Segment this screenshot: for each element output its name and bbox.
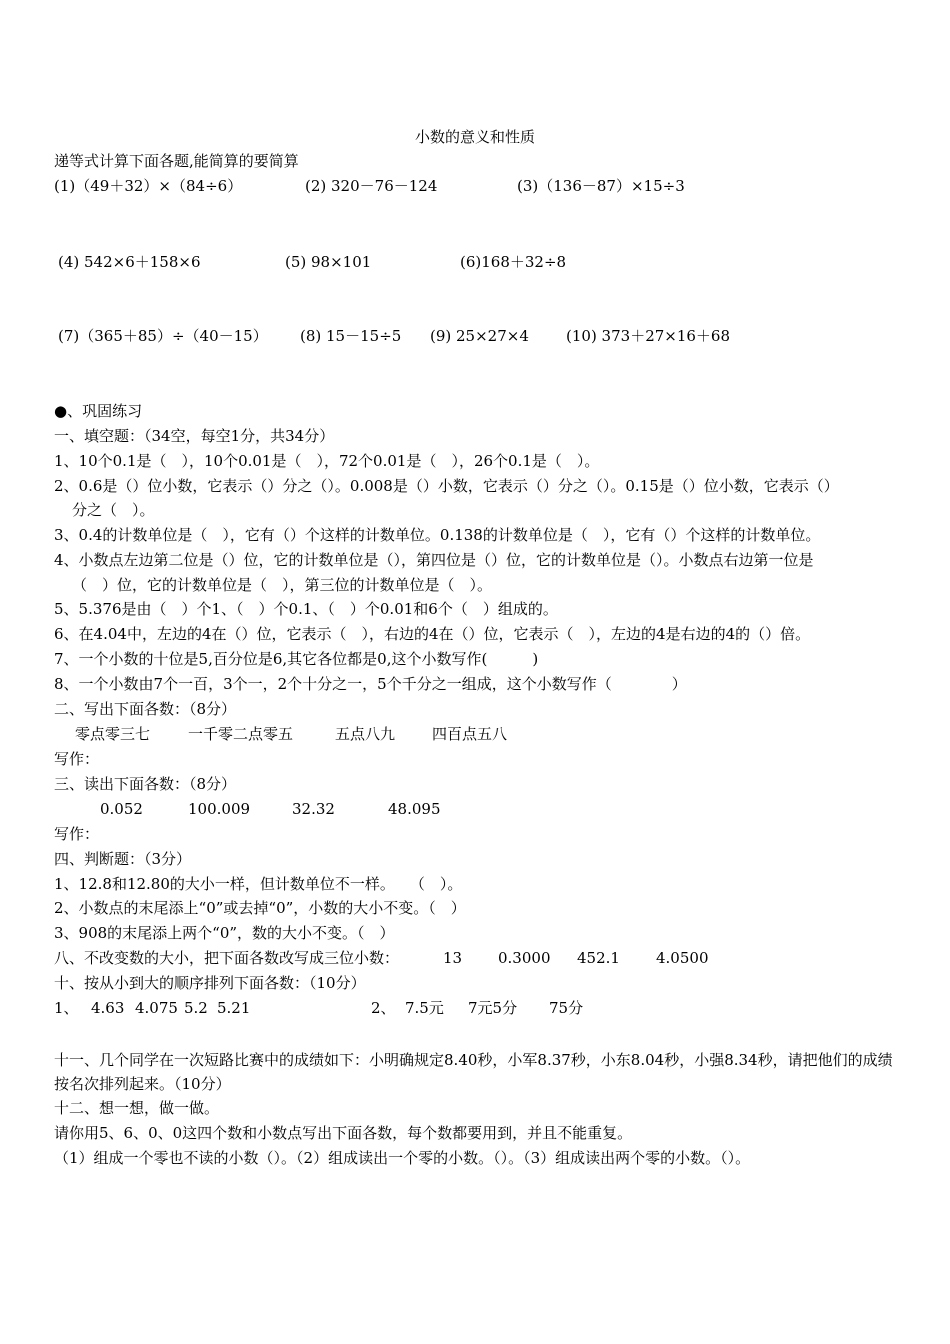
- order-a-label: 1、: [54, 999, 79, 1017]
- fill-q4: 4、小数点左边第二位是（）位，它的计数单位是（），第四位是（）位，它的计数单位是（）。小数点右边第一位是: [54, 551, 814, 569]
- fill-q5: 5、5.376是由（ ）个1、（ ）个0.1、（ ）个0.01和6个（ ）组成的。: [54, 600, 558, 618]
- fill-q3: 3、0.4的计数单位是（ ），它有（）个这样的计数单位。0.138的计数单位是（ ），它有（）个这样的计数单位。: [54, 526, 821, 544]
- calc-problem-2: (2) 320－76－124: [305, 177, 438, 195]
- rewrite-item: 4.0500: [656, 949, 709, 967]
- read-label: 写作：: [54, 825, 100, 843]
- rewrite-heading: 八、不改变数的大小，把下面各数改写成三位小数：: [54, 949, 400, 967]
- think-intro: 请你用5、6、0、0这四个数和小数点写出下面各数，每个数都要用到，并且不能重复。: [54, 1124, 633, 1142]
- write-label: 写作：: [54, 750, 100, 768]
- calc-problem-5: (5) 98×101: [285, 253, 372, 271]
- calc-problem-7: (7)（365＋85）÷（40－15）: [58, 327, 268, 345]
- write-item: 零点零三七: [75, 725, 151, 743]
- order-heading: 十、按从小到大的顺序排列下面各数：（10分）: [54, 974, 366, 992]
- page-title: 小数的意义和性质: [414, 128, 535, 146]
- judge-q1: 1、12.8和12.80的大小一样，但计数单位不一样。 （ ）。: [54, 875, 463, 893]
- practice-heading: ●、巩固练习: [54, 402, 143, 420]
- calc-heading: 递等式计算下面各题,能简算的要简算: [54, 152, 299, 170]
- write-item: 四百点五八: [432, 725, 508, 743]
- rewrite-item: 13: [443, 949, 463, 967]
- order-a-item: 5.2: [184, 999, 208, 1017]
- calc-problem-3: (3)（136－87）×15÷3: [517, 177, 685, 195]
- write-heading: 二、写出下面各数：（8分）: [54, 700, 237, 718]
- read-item: 0.052: [100, 800, 143, 818]
- order-b-label: 2、: [371, 999, 396, 1017]
- order-a-item: 4.63: [91, 999, 125, 1017]
- read-item: 48.095: [388, 800, 441, 818]
- order-a-item: 4.075: [135, 999, 178, 1017]
- read-item: 32.32: [292, 800, 335, 818]
- fill-q4-continued: （ ）位，它的计数单位是（ ），第三位的计数单位是（ ）。: [72, 576, 493, 594]
- fill-heading: 一、填空题：（34空，每空1分，共34分）: [54, 427, 335, 445]
- think-tasks: （1）组成一个零也不读的小数（）。（2）组成读出一个零的小数。（）。（3）组成读出两个零的小数。（）。: [54, 1149, 751, 1167]
- judge-q2: 2、小数点的末尾添上“0”或去掉“0”，小数的大小不变。（ ）: [54, 899, 466, 917]
- read-item: 100.009: [188, 800, 251, 818]
- fill-q2-continued: 分之（ ）。: [72, 501, 155, 519]
- order-a-item: 5.21: [217, 999, 251, 1017]
- calc-problem-6: (6)168＋32÷8: [460, 253, 567, 271]
- calc-problem-9: (9) 25×27×4: [430, 327, 529, 345]
- rewrite-item: 0.3000: [498, 949, 551, 967]
- think-heading: 十二、想一想，做一做。: [54, 1099, 220, 1117]
- judge-q3: 3、908的末尾添上两个“0”，数的大小不变。（ ）: [54, 924, 395, 942]
- order-b-item: 75分: [549, 999, 584, 1017]
- rewrite-item: 452.1: [577, 949, 620, 967]
- fill-q2: 2、0.6是（）位小数，它表示（）分之（）。0.008是（）小数，它表示（）分之（）。0.15是（）位小数，它表示（）: [54, 477, 839, 495]
- calc-problem-10: (10) 373＋27×16＋68: [566, 327, 731, 345]
- judge-heading: 四、判断题：（3分）: [54, 850, 192, 868]
- fill-q1: 1、10个0.1是（ ），10个0.01是（ ），72个0.01是（ ），26个0.1是（ ）。: [54, 452, 600, 470]
- fill-q6: 6、在4.04中，左边的4在（）位，它表示（ ），右边的4在（）位，它表示（ ），左边的4是右边的4的（）倍。: [54, 625, 811, 643]
- race-question: 十一、几个同学在一次短路比赛中的成绩如下：小明确规定8.40秒，小军8.37秒，小东8.04秒，小强8.34秒，请把他们的成绩按名次排列起来。（10分）: [54, 1051, 893, 1093]
- calc-problem-1: (1)（49＋32）×（84÷6）: [54, 177, 243, 195]
- order-b-item: 7元5分: [468, 999, 518, 1017]
- calc-problem-8: (8) 15－15÷5: [300, 327, 402, 345]
- fill-q8: 8、一个小数由7个一百，3个一，2个十分之一，5个千分之一组成，这个小数写作（ ）: [54, 675, 687, 693]
- read-heading: 三、读出下面各数：（8分）: [54, 775, 237, 793]
- order-b-item: 7.5元: [405, 999, 444, 1017]
- write-item: 一千零二点零五: [188, 725, 294, 743]
- write-item: 五点八九: [335, 725, 396, 743]
- fill-q7: 7、一个小数的十位是5,百分位是6,其它各位都是0,这个小数写作( ): [54, 650, 539, 668]
- calc-problem-4: (4) 542×6＋158×6: [58, 253, 201, 271]
